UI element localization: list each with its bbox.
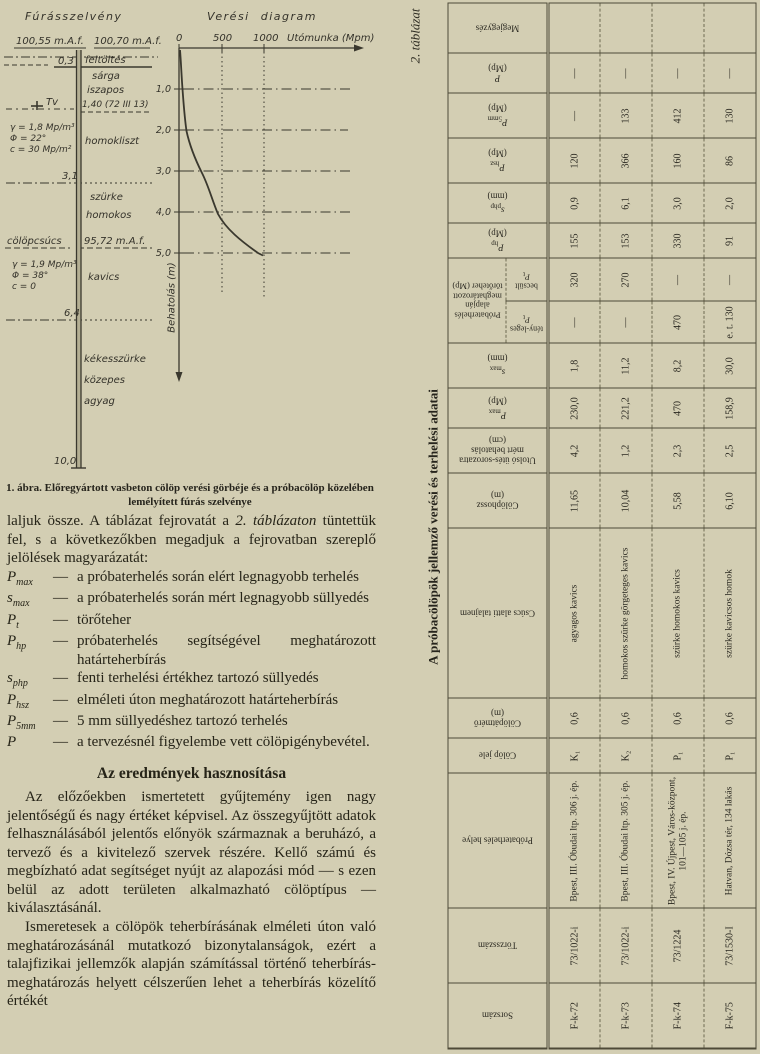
table-cell: 10,04 [600,474,652,529]
table-cell: 11,65 [548,474,600,529]
table-cell: 6,10 [704,474,756,529]
table-cell: 8,2 [652,344,704,389]
figure-right-title: Verési diagram [207,10,317,23]
layer-agyag: agyag [84,396,115,407]
table-cell: — [704,54,756,94]
definition-dash: — [53,691,68,708]
figure-left-title: Fúrásszelvény [25,10,123,23]
table-cell: 133 [600,94,652,139]
table-cell: Bpest, III. Óbudai ltp. 305 j. ép. [600,774,652,909]
table-cell: 5,58 [652,474,704,529]
symbol-pt: $P_t$ [7,611,19,631]
table-cell: Bpest, III. Óbudai ltp. 306 j. ép. [548,774,600,909]
table-cell: 230,0 [548,389,600,429]
table-cell: agyagos kavics [548,529,600,699]
definition-text: a tervezésnél figyelembe vett cölöpigénybevétel. [77,734,370,751]
layer-kekesszurke: kékesszürke [84,354,146,365]
table-cell: 1,2 [600,429,652,474]
symbol-sphp: $s_{php}$ [7,670,28,690]
table-cell: 0,6 [600,699,652,739]
table-col-header: $P_{hsz}$ (Mp) [448,139,548,184]
table-cell: — [548,54,600,94]
table-row [600,4,652,1049]
x-tick-1000: 1000 [253,33,279,44]
paragraph-1-start: laljuk össze. A táblázat fejrovatát a [7,513,236,529]
depth-10-0: 10,0 [54,456,77,467]
definition-dash: — [53,611,68,628]
table-cell: 155 [548,224,600,259]
section-heading: Az eredmények hasznosítása [96,764,287,782]
table-cell: szürke kavicsos homok [704,529,756,699]
table-col-group-header: Próbaterhelés alapján meghatározott törőteher (Mp) [448,259,506,344]
layer-sarga: sárga [92,71,120,82]
definition-text: fenti terhelési értékhez tartozó süllyedés [77,670,319,687]
table-cell: — [600,302,652,344]
table-cell: 330 [652,224,704,259]
water-table-date: 1,40 (72 III 13) [82,100,149,110]
layer-kavics: kavics [88,272,120,283]
depth-6-4: 6,4 [64,308,80,319]
elevation-left: 100,55 m.A.f. [16,36,84,47]
table-number-tag: 2. táblázat [407,8,423,64]
table-cell: Hatvan, Dózsa tér, 134 lakás [704,774,756,909]
table-cell: 0,6 [704,699,756,739]
table-cell [652,4,704,54]
table-cell: P₁ [652,739,704,774]
definition-text: elméleti úton meghatározott határteherbírás [77,691,339,708]
table-cell: 270 [600,259,652,302]
table-cell: 470 [652,389,704,429]
table-cell: — [548,94,600,139]
table-cell: K₁ [548,739,600,774]
soil-params1-phi: Φ = 22° [10,134,47,144]
x-tick-500: 500 [213,33,233,44]
definition-text: próbaterhelés segítségével meghatározott határteherbírás [77,632,376,668]
table-col-header: Utolsó ütés-sorozatra mért behatolás (cm) [448,429,548,474]
table-col-header: $s_{php}$ (mm) [448,184,548,224]
table-col-header: $P_{5mm}$ (Mp) [448,94,548,139]
table-col-header: Próbaterhelés helye [448,774,548,909]
table-cell: 158,9 [704,389,756,429]
y-tick-1: 1,0 [155,84,171,95]
table-col-header: Sorszám [448,984,548,1049]
table-row [704,4,756,1049]
table-col-header: Csúcs alatti talajnem [448,529,548,699]
table-cell: 470 [652,302,704,344]
table-cell: 1,8 [548,344,600,389]
table-cell: 412 [652,94,704,139]
definition-dash: — [53,712,68,729]
definition-dash: — [53,632,68,649]
table-col-header: Megjegyzés [448,4,548,54]
table-col-header: $P_{hp}$ (Mp) [448,224,548,259]
table-cell: — [652,259,704,302]
definition-item [7,589,376,610]
definition-dash: — [53,568,68,585]
table-cell [704,4,756,54]
soil-params2-c: c = 0 [12,282,36,292]
table-cell: 6,1 [600,184,652,224]
table-cell: F-k-74 [652,984,704,1049]
table-col-header: Cölöp jele [448,739,548,774]
x-axis-label: Utómunka (Mpm) [287,33,375,44]
table-cell: 30,0 [704,344,756,389]
table-cell: 91 [704,224,756,259]
layer-homokos: homokos [86,210,132,221]
table-cell: e. t. 130 [704,302,756,344]
table-cell: — [652,54,704,94]
table-cell: 221,2 [600,389,652,429]
symbol-phsz: $P_{hsz}$ [7,691,29,711]
definition-text: a próbaterhelés során mért legnagyobb süllyedés [77,590,369,607]
table-cell: szürke homokos kavics [652,529,704,699]
table-cell: 366 [600,139,652,184]
table-col-header: Cölöpátmérő (m) [448,699,548,739]
soil-params2-phi: Φ = 38° [12,271,49,281]
elevation-right: 100,70 m.A.f. [94,36,162,47]
layer-szurke: szürke [90,192,123,203]
depth-3-1: 3,1 [62,171,78,182]
definition-item [7,712,376,733]
table-cell: Bpest, IV. Újpest, Város-központ, 101—105 j. ép. [652,774,704,909]
table-cell: 153 [600,224,652,259]
table-cell: P₁ [704,739,756,774]
table-cell: 11,2 [600,344,652,389]
table-row [652,4,704,1049]
symbol-pmax: $P_{max}$ [7,568,33,588]
paragraph-1-end: tüntettük fel, s a következőkben megadjuk a fejrovatban szereplő jelölések magyarázatát: [7,513,376,567]
table-cell: K₂ [600,739,652,774]
symbol-p: P [7,734,17,751]
layer-kozepes: közepes [84,375,126,386]
table-cell: homokos szürke görgeteges kavics [600,529,652,699]
definition-text: 5 mm süllyedéshez tartozó terhelés [77,712,288,729]
table-subcol-header: becsült $P_t$ [506,259,548,302]
table-cell [600,4,652,54]
definition-dash: — [53,590,68,607]
definition-item [7,669,376,690]
definition-dash: — [53,734,68,751]
table-col-header: Cölöphossz (m) [448,474,548,529]
table-cell: 0,6 [652,699,704,739]
y-axis-label: Behatolás (m) [166,262,178,333]
table-col-header: Törzsszám [448,909,548,984]
table-cell: F-k-73 [600,984,652,1049]
paragraph-1-italic-ref: 2. táblázaton [235,513,317,529]
layer-iszapos: iszapos [87,85,125,96]
table-cell: 2,3 [652,429,704,474]
figure-linework [0,0,380,505]
soil-params1-c: c = 30 Mp/m² [10,145,72,155]
table-cell: 73/1530-I [704,909,756,984]
x-tick-0: 0 [176,33,183,44]
table-col-header: P (Mp) [448,54,548,94]
soil-params2-gamma: γ = 1,9 Mp/m³ [12,260,77,270]
table-subcol-header: tény-leges $P_t$ [506,302,548,344]
pile-tip-elevation: 95,72 m.A.f. [84,236,146,247]
definition-item [7,733,376,754]
table-cell: 73/1224 [652,909,704,984]
definition-dash: — [53,670,68,687]
table-cell: 3,0 [652,184,704,224]
table-cell: F-k-72 [548,984,600,1049]
table-cell [548,4,600,54]
table-col-header: $P_{max}$ (Mp) [448,389,548,429]
definition-item [7,611,376,632]
body-text-column [7,512,376,1011]
data-table [448,3,757,1050]
table-cell: 86 [704,139,756,184]
table-cell: 120 [548,139,600,184]
definition-item [7,632,376,669]
table-cell: 0,6 [548,699,600,739]
pile-tip-label: cölöpcsúcs [7,236,62,247]
table-cell: 2,0 [704,184,756,224]
table-col-header: $s_{max}$ (mm) [448,344,548,389]
table-cell: F-k-75 [704,984,756,1049]
depth-0-3: 0,3 [58,56,74,67]
layer-feltoltes: feltöltés [85,55,126,66]
figure-caption: 1. ábra. Előregyártott vasbeton cölöp verési görbéje és a próbacölöp közelében lemélyített fúrás szelvénye [6,482,374,509]
y-tick-2: 2,0 [155,125,171,136]
table-cell: 320 [548,259,600,302]
definition-item [7,568,376,589]
y-tick-5: 5,0 [155,248,171,259]
table-title: A próbacölöpök jellemző verési és terhelési adatai [425,389,441,665]
table-row [548,4,600,1049]
table-cell: — [600,54,652,94]
water-table-label: Tv [46,97,59,108]
definition-item [7,691,376,712]
table-cell: — [704,259,756,302]
symbol-php: $P_{hp}$ [7,632,27,652]
table-cell: — [548,302,600,344]
definition-text: a próbaterhelés során elért legnagyobb terhelés [77,568,359,585]
table-cell: 0,9 [548,184,600,224]
table-cell: 73/1022-i [600,909,652,984]
rotated-table-2 [408,5,760,1050]
table-cell: 2,5 [704,429,756,474]
soil-params1-gamma: γ = 1,8 Mp/m³ [10,123,75,133]
paragraph-1 [7,512,376,568]
y-tick-4: 4,0 [155,207,171,218]
table-cell: 130 [704,94,756,139]
paragraph-2: Az előzőekben ismertetett gyűjtemény igen nagy jelentőségű és nagy értéket képvisel. Az összegyűjtött adatok felhasználásából jelentős előnyök származnak a beruházó, a tervező és a kivitelező szervek részére. Kellő számú és megbízható adat segítséget nyújt az alapozási mód — s ezen belül az adott területen alkalmazható cölöptípus — kiválasztásánál. [7,788,376,917]
paragraph-3: Ismeretesek a cölöpök teherbírásának elméleti úton való meghatározásánál mutatkozó bizonytalanságok, ezért a talajfizikai jellemzők alapján számítással történő teherbírás-meghatározás helyett célszerűen lehet a teherbírás közelítő értékét [7,919,376,1010]
symbol-smax: $s_{max}$ [7,590,30,610]
table-cell: 160 [652,139,704,184]
y-tick-3: 3,0 [155,166,171,177]
table-cell: 73/1022-i [548,909,600,984]
figure-1 [0,0,380,509]
symbol-p5mm: $P_{5mm}$ [7,712,36,732]
definition-text: törőteher [77,611,132,628]
layer-homokliszt: homokliszt [85,136,140,147]
table-cell: 4,2 [548,429,600,474]
